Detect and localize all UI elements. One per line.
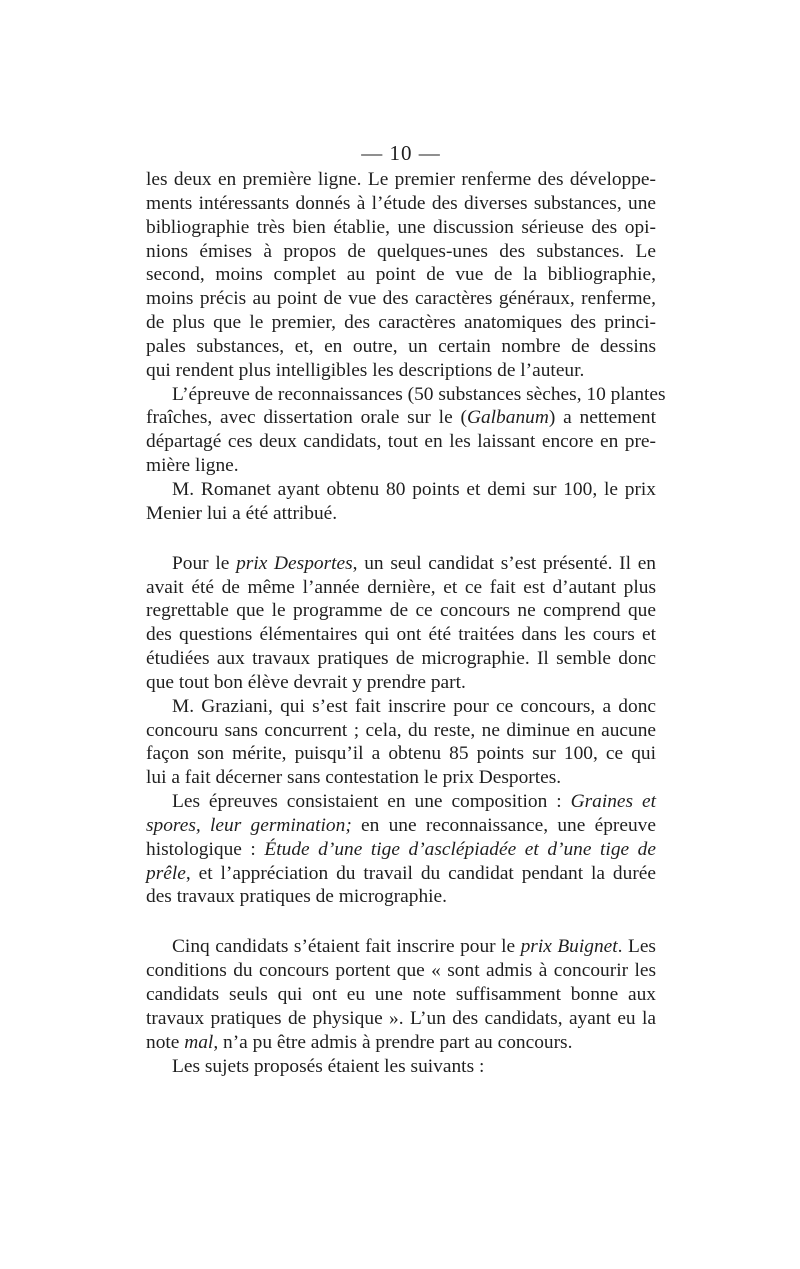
text-line: conditions du concours portent que « sont admis à concourir les	[146, 960, 656, 982]
text-line: des questions élémentaires qui ont été traitées dans les cours et	[146, 624, 656, 646]
text-line	[146, 862, 656, 886]
paragraph-7	[146, 935, 656, 1054]
paragraph-1	[146, 168, 656, 383]
text-line: concouru sans concurrent ; cela, du reste, ne diminue en aucune	[146, 719, 656, 741]
text-line: nions émises à propos de quelques-unes des substances. Le	[146, 240, 656, 262]
text-line: mière ligne.	[146, 455, 239, 477]
paragraph-3	[146, 478, 656, 526]
text-line: des travaux pratiques de micrographie.	[146, 886, 447, 908]
text-line	[146, 406, 656, 430]
italic-term: prix Desportes	[236, 552, 353, 574]
text-line	[146, 935, 656, 959]
text-line: départagé ces deux candidats, tout en les laissant encore en pre-	[146, 431, 656, 453]
text-line: ments intéressants donnés à l’étude des diverses substances, une	[146, 192, 656, 214]
text-fragment: histologique :	[146, 838, 265, 860]
text-line: Les sujets proposés étaient les suivants :	[172, 1055, 485, 1077]
text-line: regrettable que le programme de ce concours ne comprend que	[146, 600, 656, 622]
text-fragment: en une reconnaissance, une épreuve	[361, 814, 656, 836]
text-line	[146, 1031, 656, 1055]
italic-term: Galbanum	[466, 407, 549, 429]
text-line: étudiées aux travaux pratiques de micrographie. Il semble donc	[146, 648, 656, 670]
text-line: travaux pratiques de physique ». L’un des candidats, ayant eu la	[146, 1007, 656, 1029]
text-line: qui rendent plus intelligibles les descriptions de l’auteur.	[146, 359, 585, 381]
text-line: M. Graziani, qui s’est fait inscrire pour ce concours, a donc	[172, 695, 656, 717]
text-line: avait été de même l’année dernière, et ce fait est d’autant plus	[146, 576, 656, 598]
italic-term: Graines et	[570, 791, 656, 813]
text-fragment: , n’a pu être admis à prendre part au concours.	[213, 1031, 573, 1053]
italic-term: prix Buignet	[520, 936, 618, 958]
page-number: — 10 —	[361, 141, 441, 165]
text-line: second, moins complet au point de vue de la bibliographie,	[146, 264, 656, 286]
text-line: Menier lui a été attribué.	[146, 502, 338, 524]
text-line: pales substances, et, en outre, un certain nombre de dessins	[146, 335, 656, 357]
paragraph-gap	[146, 909, 656, 935]
text-fragment: , un seul candidat s’est présenté. Il en	[352, 552, 657, 574]
paragraph-5	[146, 695, 656, 790]
text-line	[146, 814, 656, 838]
text-fragment: Les épreuves consistaient en une composition :	[172, 791, 571, 813]
text-line	[146, 838, 656, 862]
text-fragment: Pour le	[172, 552, 237, 574]
text-line: que tout bon élève devrait y prendre part.	[146, 671, 466, 693]
text-line: bibliographie très bien établie, une discussion sérieuse des opi-	[146, 216, 656, 238]
text-fragment: . Les	[617, 936, 656, 958]
text-line: façon son mérite, puisqu’il a obtenu 85 points sur 100, ce qui	[146, 743, 656, 765]
text-line: candidats seuls qui ont eu une note suffisamment bonne aux	[146, 984, 656, 1005]
text-line: moins précis au point de vue des caractères généraux, renferme,	[146, 288, 656, 310]
text-line: lui a fait décerner sans contestation le prix Desportes.	[146, 767, 562, 789]
text-fragment: , et l’appréciation du travail du candidat pendant la durée	[185, 862, 656, 884]
italic-term: mal	[184, 1031, 214, 1053]
paragraph-2	[146, 383, 666, 478]
italic-term: spores, leur germination;	[146, 814, 352, 836]
text-fragment: ) a nettement	[548, 407, 657, 429]
paragraph-4	[146, 552, 656, 695]
paragraph-8	[146, 1055, 656, 1079]
paragraph-gap	[146, 526, 656, 552]
text-line: les deux en première ligne. Le premier renferme des développe-	[146, 169, 656, 190]
text-line: de plus que le premier, des caractères anatomiques des princi-	[146, 312, 656, 334]
text-line	[146, 790, 656, 814]
italic-term: prêle	[146, 862, 186, 884]
text-fragment: (	[460, 407, 467, 429]
text-line	[146, 552, 656, 576]
italic-term: Étude d’une tige d’asclépiadée et d’une tige de	[264, 838, 656, 860]
text-line: M. Romanet ayant obtenu 80 points et demi sur 100, le prix	[172, 478, 656, 500]
text-fragment: note	[146, 1031, 185, 1053]
text-fragment: fraîches, avec dissertation orale sur le	[146, 407, 461, 429]
text-fragment: Cinq candidats s’étaient fait inscrire pour le	[172, 936, 521, 958]
paragraph-6	[146, 790, 656, 909]
text-line: L’épreuve de reconnaissances (50 substances sèches, 10 plantes	[172, 383, 666, 405]
document-page	[146, 138, 666, 1078]
